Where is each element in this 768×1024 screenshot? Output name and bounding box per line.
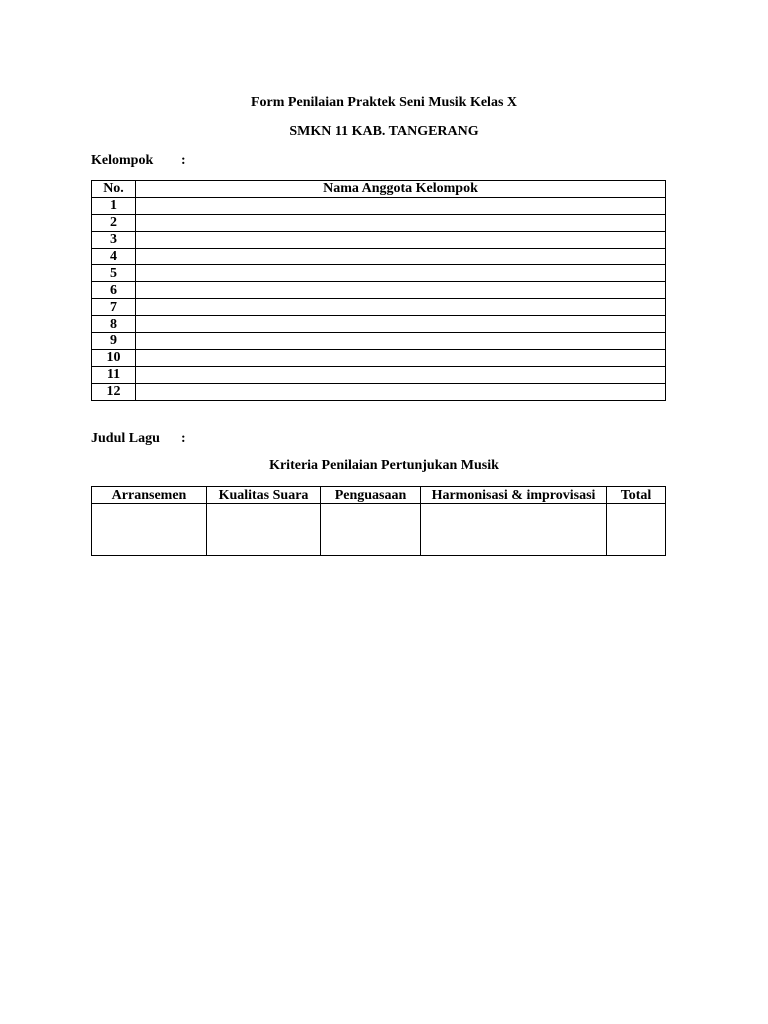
criteria-header-kualitas-suara: Kualitas Suara: [207, 487, 321, 504]
table-row: [92, 197, 666, 214]
judul-lagu-field: [91, 431, 186, 447]
row-number: 6: [92, 282, 136, 299]
score-cell-penguasaan[interactable]: [321, 504, 421, 556]
score-cell-harmonisasi[interactable]: [421, 504, 607, 556]
member-name-cell[interactable]: [136, 349, 666, 366]
table-row: [92, 231, 666, 248]
member-name-cell[interactable]: [136, 333, 666, 350]
member-name-cell[interactable]: [136, 248, 666, 265]
member-name-cell[interactable]: [136, 383, 666, 400]
criteria-header-penguasaan: Penguasaan: [321, 487, 421, 504]
row-number: 9: [92, 333, 136, 350]
table-row: [92, 366, 666, 383]
form-title: Form Penilaian Praktek Seni Musik Kelas X: [251, 95, 517, 110]
judul-lagu-label: Judul Lagu: [91, 431, 160, 446]
members-table: [91, 180, 666, 401]
criteria-score-row: [92, 504, 666, 556]
member-name-cell[interactable]: [136, 214, 666, 231]
criteria-header-arransemen: Arransemen: [92, 487, 207, 504]
kelompok-colon: :: [181, 153, 186, 168]
col-name-header: Nama Anggota Kelompok: [136, 181, 666, 198]
row-number: 4: [92, 248, 136, 265]
row-number: 10: [92, 349, 136, 366]
table-row: [92, 349, 666, 366]
members-header-row: [92, 181, 666, 198]
criteria-title: Kriteria Penilaian Pertunjukan Musik: [269, 458, 499, 473]
criteria-header-harmonisasi: Harmonisasi & improvisasi: [421, 487, 607, 504]
member-name-cell[interactable]: [136, 299, 666, 316]
kelompok-label: Kelompok: [91, 153, 154, 168]
row-number: 12: [92, 383, 136, 400]
row-number: 8: [92, 316, 136, 333]
judul-lagu-colon: :: [181, 431, 186, 446]
row-number: 5: [92, 265, 136, 282]
col-no-header: No.: [92, 181, 136, 198]
table-row: [92, 383, 666, 400]
score-cell-total[interactable]: [607, 504, 666, 556]
score-cell-kualitas-suara[interactable]: [207, 504, 321, 556]
table-row: [92, 299, 666, 316]
row-number: 2: [92, 214, 136, 231]
table-row: [92, 248, 666, 265]
row-number: 7: [92, 299, 136, 316]
criteria-header-total: Total: [607, 487, 666, 504]
member-name-cell[interactable]: [136, 282, 666, 299]
member-name-cell[interactable]: [136, 366, 666, 383]
school-name: SMKN 11 KAB. TANGERANG: [289, 124, 479, 139]
member-name-cell[interactable]: [136, 265, 666, 282]
score-cell-arransemen[interactable]: [92, 504, 207, 556]
member-name-cell[interactable]: [136, 316, 666, 333]
member-name-cell[interactable]: [136, 231, 666, 248]
row-number: 11: [92, 366, 136, 383]
criteria-table: [91, 486, 666, 556]
table-row: [92, 265, 666, 282]
table-row: [92, 282, 666, 299]
table-row: [92, 316, 666, 333]
table-row: [92, 214, 666, 231]
kelompok-field: [91, 153, 186, 169]
table-row: [92, 333, 666, 350]
row-number: 3: [92, 231, 136, 248]
criteria-header-row: [92, 487, 666, 504]
member-name-cell[interactable]: [136, 197, 666, 214]
row-number: 1: [92, 197, 136, 214]
